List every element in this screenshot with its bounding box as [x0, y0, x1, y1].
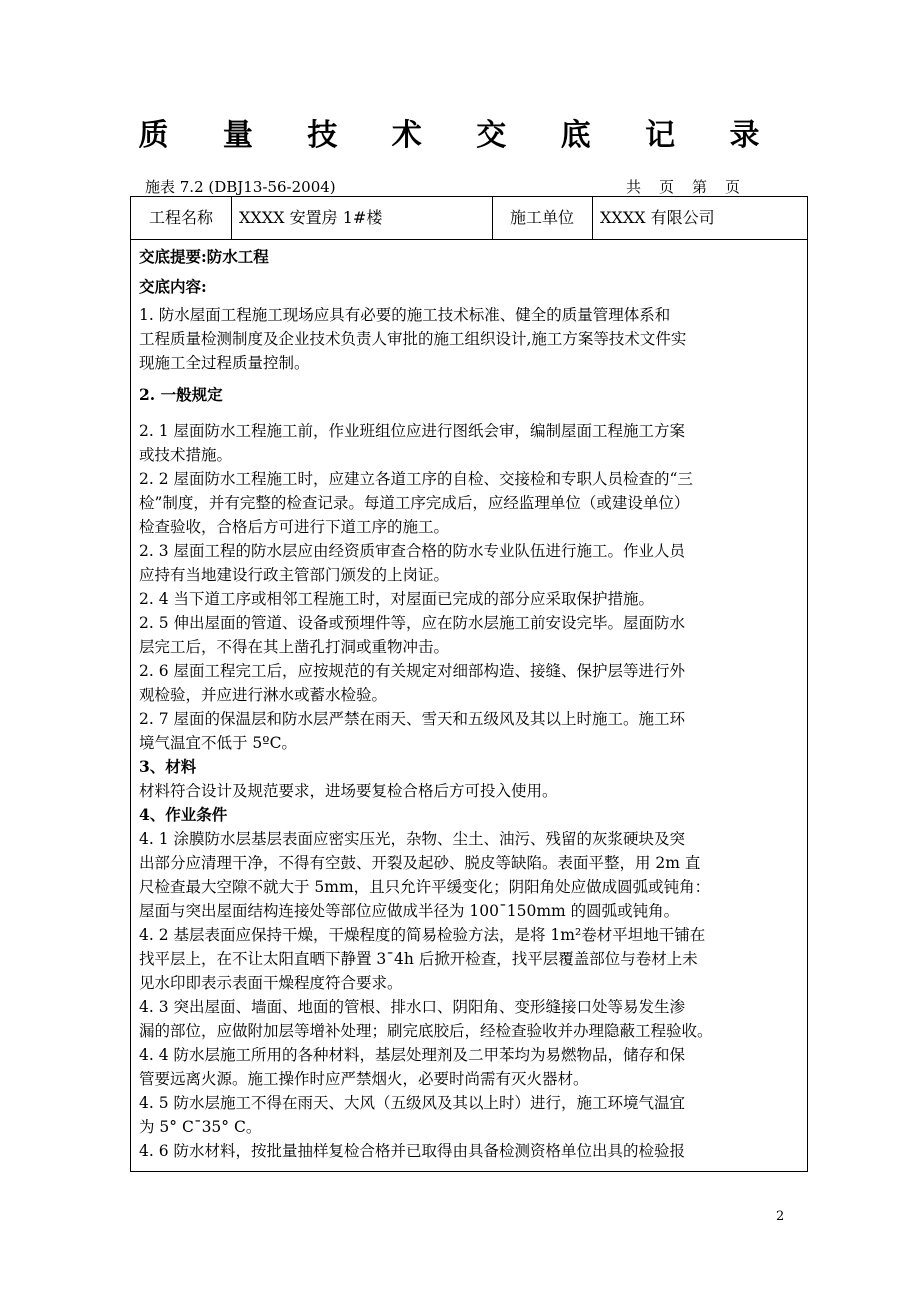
content-line: 层完工后，不得在其上凿孔打洞或重物冲击。: [139, 638, 450, 656]
page-info-number: 第: [692, 178, 710, 196]
form-code: 施表 7.2 (DBJ13-56-2004): [145, 178, 336, 196]
project-name-value: XXXX 安置房 1#楼: [239, 208, 383, 227]
section-heading: 4、作业条件: [139, 805, 228, 824]
divider: [592, 197, 593, 239]
content-line: 工程质量检测制度及企业技术负责人审批的施工组织设计,施工方案等技术文件实: [139, 330, 687, 348]
content-line: 材料符合设计及规范要求，进场要复检合格后方可投入使用。: [139, 782, 558, 800]
content-line: 或技术措施。: [139, 446, 233, 464]
content-line: 检”制度，并有完整的检查记录。每道工序完成后，应经监理单位（或建设单位）: [139, 494, 690, 512]
divider: [231, 197, 232, 239]
record-table: [130, 196, 808, 1172]
content-line: 见水印即表示表面干燥程度符合要求。: [139, 974, 403, 992]
content-line: 1. 防水屋面工程施工现场应具有必要的施工技术标准、健全的质量管理体系和: [139, 306, 671, 324]
content-line: 观检验，并应进行淋水或蓄水检验。: [139, 686, 388, 704]
construction-unit-label: 施工单位: [509, 208, 574, 227]
section-heading: 2. 一般规定: [139, 385, 223, 404]
summary-line: [139, 245, 801, 269]
content-line: 漏的部位，应做附加层等增补处理；刷完底胶后，经检查验收并办理隐蔽工程验收。: [139, 1022, 713, 1040]
content-line: 2. 5 伸出屋面的管道、设备或预埋件等，应在防水层施工前安设完毕。屋面防水: [139, 614, 686, 632]
content-line: 出部分应清理干净，不得有空鼓、开裂及起砂、脱皮等缺陷。表面平整，用 2m 直: [139, 854, 701, 872]
content-line: 管要远离火源。施工操作时应严禁烟火，必要时尚需有灭火器材。: [139, 1070, 589, 1088]
page-info: [626, 176, 758, 197]
content-line: 应持有当地建设行政主管部门颁发的上岗证。: [139, 566, 450, 584]
content-line: 2. 1 屋面防水工程施工前，作业班组位应进行图纸会审，编制屋面工程施工方案: [139, 422, 686, 440]
content-line: 4. 6 防水材料，按批量抽样复检合格并已取得由具备检测资格单位出具的检验报: [139, 1142, 686, 1160]
content-line: 4. 1 涂膜防水层基层表面应密实压光，杂物、尘土、油污、残留的灰浆硬块及突: [139, 830, 686, 848]
content-line: 4. 2 基层表面应保持干燥，干燥程度的简易检验方法，是将 1m²卷材平坦地干铺在: [139, 926, 706, 944]
section-heading: 3、材料: [139, 757, 197, 776]
page-info-page: 页: [659, 178, 677, 196]
content-line: 屋面与突出屋面结构连接处等部位应做成半径为 100¯150mm 的圆弧或钝角。: [139, 902, 680, 920]
page-info-page2: 页: [725, 178, 743, 196]
content-line: 找平层上，在不让太阳直晒下静置 3¯4h 后掀开检查，找平层覆盖部位与卷材上未: [139, 950, 698, 968]
content-line: 2. 3 屋面工程的防水层应由经资质审查合格的防水专业队伍进行施工。作业人员: [139, 542, 686, 560]
summary-value: 防水工程: [206, 247, 269, 266]
content-line: 为 5° C¯35° C。: [139, 1118, 262, 1136]
construction-unit-value: XXXX 有限公司: [600, 208, 715, 227]
content-line: 尺检查最大空隙不就大于 5mm，且只允许平缓变化；阴阳角处应做成圆弧或钝角：: [139, 878, 711, 896]
content-line: 2. 7 屋面的保温层和防水层严禁在雨天、雪天和五级风及其以上时施工。施工环: [139, 710, 686, 728]
content-line: 2. 2 屋面防水工程施工时，应建立各道工序的自检、交接检和专职人员检查的“三: [139, 470, 693, 488]
content-line: 境气温宜不低于 5ºC。: [139, 734, 297, 752]
header-row: [131, 197, 807, 240]
content-line: 2. 6 屋面工程完工后，应按规范的有关规定对细部构造、接缝、保护层等进行外: [139, 662, 686, 680]
page-info-total: 共: [626, 178, 644, 196]
page-number: 2: [776, 1209, 785, 1224]
document-title: 质 量 技 术 交 底 记 录: [138, 118, 782, 153]
content-label: 交底内容:: [139, 277, 207, 296]
content-line: 2. 4 当下道工序或相邻工程施工时，对屋面已完成的部分应采取保护措施。: [139, 590, 655, 608]
briefing-content: [139, 245, 801, 1163]
summary-label: 交底提要:: [139, 247, 207, 266]
content-line: 检查验收，合格后方可进行下道工序的施工。: [139, 518, 450, 536]
content-line: 4. 5 防水层施工不得在雨天、大风（五级风及其以上时）进行，施工环境气温宜: [139, 1094, 686, 1112]
content-line: 4. 3 突出屋面、墙面、地面的管根、排水口、阴阳角、变形缝接口处等易发生渗: [139, 998, 686, 1016]
content-line: 4. 4 防水层施工所用的各种材料，基层处理剂及二甲苯均为易燃物品，储存和保: [139, 1046, 686, 1064]
project-name-label: 工程名称: [148, 208, 213, 227]
content-line: 现施工全过程质量控制。: [139, 354, 310, 372]
